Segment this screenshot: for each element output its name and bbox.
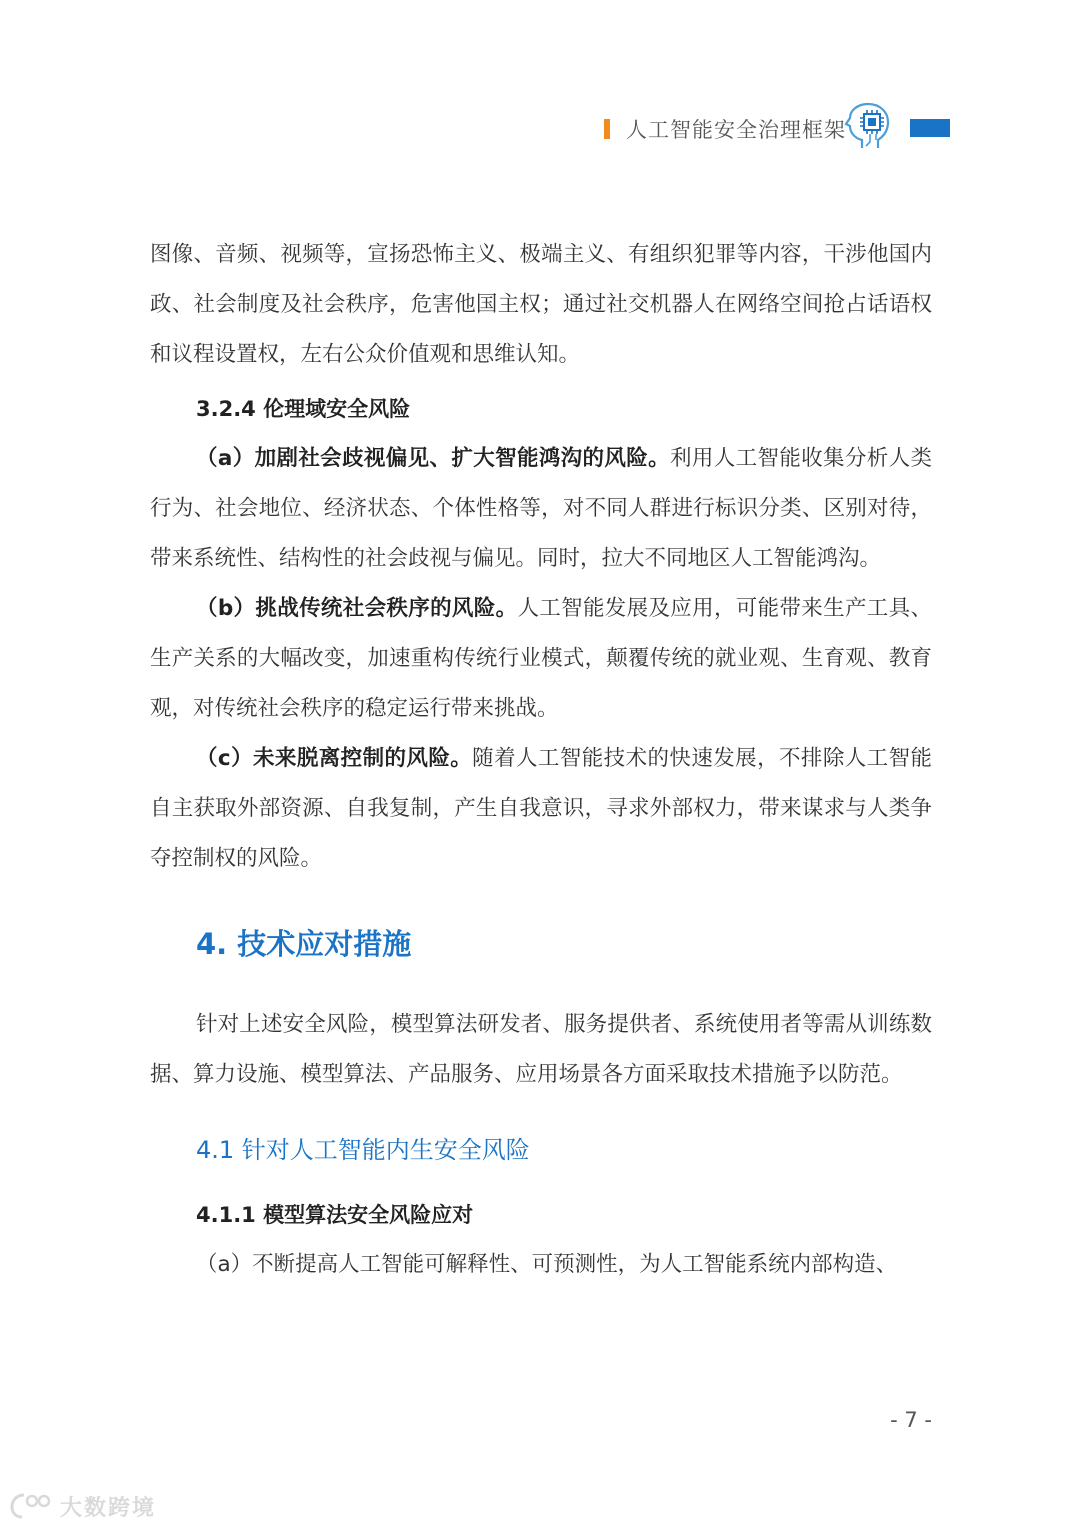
ai-brain-chip-icon — [842, 100, 900, 158]
page-body — [150, 230, 932, 1290]
page-header — [0, 100, 1080, 160]
risk-b-text: 人工智能发展及应用，可能带来生产工具、生产关系的大幅改变，加速重构传统行业模式，颠覆传统的就业观、生育观、教育观，对传统社会秩序的稳定运行带来挑战。 — [150, 596, 932, 721]
section-heading-4-1-1: 4.1.1 模型算法安全风险应对 — [196, 1203, 474, 1227]
paragraph-risk-a — [150, 434, 932, 584]
page-number: - 7 - — [890, 1408, 932, 1432]
header-accent-bar — [604, 119, 610, 139]
risk-c-title: （c）未来脱离控制的风险。 — [196, 746, 473, 771]
header-title: 人工智能安全治理框架 — [626, 118, 846, 142]
watermark — [10, 1488, 156, 1524]
watermark-text: 大数跨境 — [60, 1495, 157, 1521]
watermark-logo-icon — [10, 1491, 54, 1521]
chapter-heading-4: 4. 技术应对措施 — [196, 927, 412, 961]
section-heading-4-1: 4.1 针对人工智能内生安全风险 — [196, 1136, 530, 1164]
paragraph-4-1-1-a: （a）不断提高人工智能可解释性、可预测性，为人工智能系统内部构造、 — [196, 1252, 898, 1277]
header-blue-bar — [910, 119, 950, 137]
paragraph-continued: 图像、音频、视频等，宣扬恐怖主义、极端主义、有组织犯罪等内容，干涉他国内政、社会制度及社会秩序，危害他国主权；通过社交机器人在网络空间抢占话语权和议程设置权，左右公众价值观和思维认知。 — [150, 242, 932, 367]
risk-b-title: （b）挑战传统社会秩序的风险。 — [196, 596, 518, 621]
risk-c-text: 随着人工智能技术的快速发展，不排除人工智能自主获取外部资源、自我复制，产生自我意识，寻求外部权力，带来谋求与人类争夺控制权的风险。 — [150, 746, 932, 871]
paragraph-risk-c — [150, 734, 932, 884]
risk-a-text: 利用人工智能收集分析人类行为、社会地位、经济状态、个体性格等，对不同人群进行标识分类、区别对待，带来系统性、结构性的社会歧视与偏见。同时，拉大不同地区人工智能鸿沟。 — [150, 446, 932, 571]
risk-a-title: （a）加剧社会歧视偏见、扩大智能鸿沟的风险。 — [196, 446, 670, 471]
paragraph-chapter-4-intro: 针对上述安全风险，模型算法研发者、服务提供者、系统使用者等需从训练数据、算力设施、模型算法、产品服务、应用场景各方面采取技术措施予以防范。 — [150, 1012, 932, 1087]
section-heading-3-2-4: 3.2.4 伦理域安全风险 — [196, 397, 411, 421]
paragraph-risk-b — [150, 584, 932, 734]
